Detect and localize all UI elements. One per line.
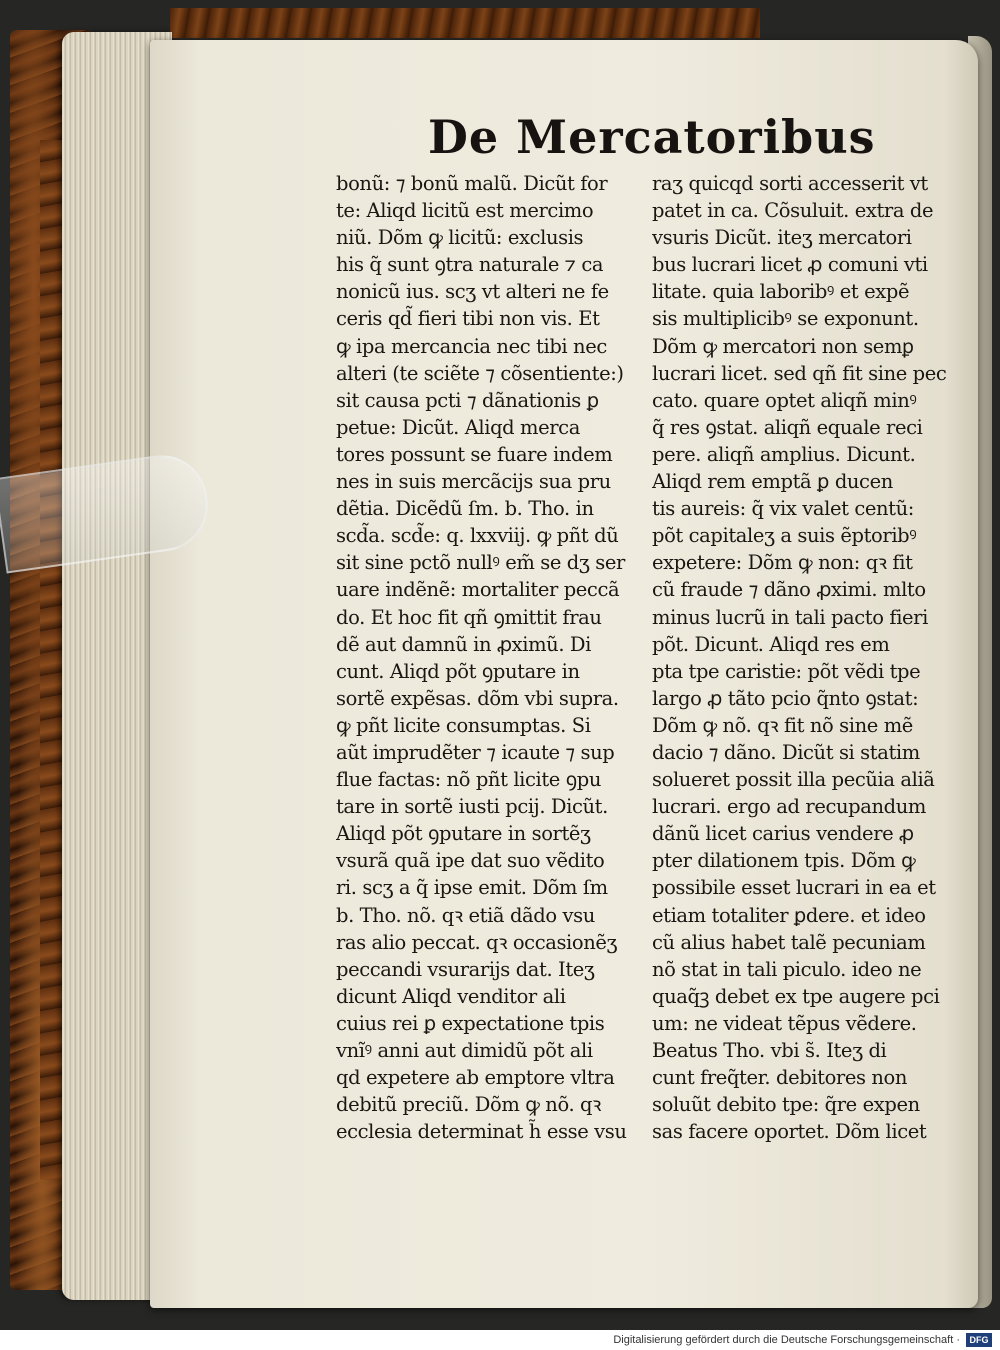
text-line: tare in sortẽ iusti pcij. Dicũt. (336, 795, 608, 819)
text-line: largo ꝓ tãto pcio q̃nto ꝯstat: (652, 686, 919, 710)
text-line: q̃ res ꝯstat. aliqñ equale reci (652, 415, 923, 439)
text-line: patet in ca. Cõsuluit. extra de (652, 199, 934, 223)
text-line: minus lucrũ in tali pacto fieri (652, 605, 928, 629)
text-line: Dõm ꝙ nõ. qꝛ fit nõ sine mẽ (652, 713, 913, 737)
text-line: dacio ⁊ dãno. Dicũt si statim (652, 740, 920, 764)
text-line: cato. quare optet aliqñ minꝰ (652, 388, 917, 412)
text-line: nes in suis mercãcijs sua pru (336, 470, 611, 494)
text-line: ri. scʒ a q̃ ipse emit. Dõm ſm (336, 876, 608, 900)
text-line: ras alio peccat. qꝛ occasionẽʒ (336, 930, 618, 954)
text-line: expetere: Dõm ꝙ non: qꝛ fit (652, 551, 913, 575)
text-line: vnĩꝰ anni aut dimidũ põt ali (336, 1039, 593, 1062)
text-line: ecclesia determinat h̃ esse vsu (336, 1120, 627, 1144)
text-line: cunt. Aliqd põt ꝯputare in (336, 659, 580, 683)
text-column-left (336, 170, 636, 1145)
text-line: cuius rei ꝑ expectatione tpis (336, 1011, 605, 1035)
text-line: tores possunt se fuare indem (336, 442, 613, 466)
text-line: Dõm ꝙ mercatori non semꝑ (652, 334, 914, 358)
text-line: Beatus Tho. vbi s̃. Iteʒ di (652, 1039, 887, 1062)
text-line: alteri (te sciẽte ⁊ cõsentiente:) (336, 361, 624, 385)
text-line: Aliqd rem emptã ꝑ ducen (652, 470, 893, 494)
text-line: te: Aliqd licitũ est mercimo (336, 199, 594, 223)
text-line: qd expetere ab emptore vltra (336, 1066, 615, 1090)
text-line: lucrari licet. sed qñ fit sine pec (652, 361, 947, 385)
text-line: dicunt Aliqd venditor ali (336, 984, 566, 1008)
text-line: vsuris Dicũt. iteʒ mercatori (652, 226, 912, 250)
text-line: litate. quia laboribꝰ et expẽ (652, 280, 910, 304)
text-line: dãnũ licet carius vendere ꝓ (652, 822, 914, 846)
running-head-title: De Mercatoribus (428, 110, 876, 164)
text-line: cunt freq̃ter. debitores non (652, 1066, 908, 1090)
text-line: pta tpe caristie: põt vẽdi tpe (652, 659, 921, 683)
text-line: debitũ preciũ. Dõm ꝙ nõ. qꝛ (336, 1093, 601, 1117)
text-line: dẽtia. Dicẽdũ ſm. b. Tho. in (336, 497, 594, 521)
text-line: bus lucrari licet ꝓ comuni vti (652, 253, 928, 277)
footer-bar (0, 1330, 1000, 1350)
text-column-right (652, 170, 962, 1145)
text-line: pter dilationem tpis. Dõm ꝙ (652, 849, 916, 873)
text-line: quaq̃ꝫ debet ex tpe augere pci (652, 984, 940, 1008)
text-line: sis multiplicibꝰ se exponunt. (652, 307, 919, 331)
text-line: Aliqd põt ꝯputare in sortẽʒ (336, 822, 591, 846)
text-line: petue: Dicũt. Aliqd merca (336, 415, 580, 439)
text-line: ꝙ ipa mercancia nec tibi nec (336, 334, 607, 358)
binding-board-top (170, 8, 760, 38)
text-line: soluũt debito tpe: q̃re expen (652, 1093, 920, 1117)
text-line: nonicũ ius. scʒ vt alteri ne fe (336, 280, 609, 304)
text-line: peccandi vsurarijs dat. Iteʒ (336, 957, 595, 981)
text-line: flue factas: nõ pñt licite ꝯpu (336, 768, 602, 792)
text-line: niũ. Dõm ꝙ licitũ: exclusis (336, 226, 584, 250)
text-line: nõ stat in tali piculo. ideo ne (652, 957, 922, 981)
text-line: cũ fraude ⁊ dãno ꝓximi. mlto (652, 578, 926, 602)
text-line: ꝙ pñt licite consumptas. Si (336, 713, 591, 737)
text-line: b. Tho. nõ. qꝛ etiã dãdo vsu (336, 903, 595, 927)
dfg-logo-icon: DFG (966, 1333, 992, 1347)
text-line: vsurã quã ipe dat suo vẽdito (336, 849, 605, 873)
text-line: ceris qd̃ fieri tibi non vis. Et (336, 307, 600, 331)
text-line: raʒ quicqd sorti accesserit vt (652, 172, 928, 195)
text-line: possibile esset lucrari in ea et (652, 876, 936, 900)
text-line: scd̃a. scd̃e: q. lxxviij. ꝙ pñt dũ (336, 524, 619, 548)
text-line: do. Et hoc fit qñ ꝯmittit frau (336, 605, 602, 629)
text-line: his q̃ sunt ꝯtra naturale ⁊ ca (336, 253, 604, 277)
text-line: sas facere oportet. Dõm licet (652, 1120, 927, 1144)
text-line: cũ alius habet talẽ pecuniam (652, 930, 926, 954)
text-line: bonũ: ⁊ bonũ malũ. Dicũt for (336, 172, 608, 195)
text-line: aũt imprudẽter ⁊ icaute ⁊ sup (336, 740, 615, 764)
text-line: etiam totaliter ꝑdere. et ideo (652, 903, 926, 927)
text-line: põt. Dicunt. Aliqd res em (652, 632, 890, 656)
text-line: sit causa pcti ⁊ dãnationis ꝑ (336, 388, 599, 412)
text-line: uare indẽnẽ: mortaliter peccã (336, 578, 620, 602)
text-line: solueret possit illa pecũia aliã (652, 768, 935, 792)
text-line: põt capitaleʒ a suis ẽptoribꝰ (652, 524, 917, 548)
text-line: um: ne videat tẽpus vẽdere. (652, 1011, 917, 1035)
text-line: pere. aliqñ amplius. Dicunt. (652, 442, 916, 466)
text-line: dẽ aut damnũ in ꝓximũ. Di (336, 632, 592, 656)
text-line: sortẽ expẽsas. dõm vbi supra. (336, 686, 619, 710)
text-line: lucrari. ergo ad recupandum (652, 795, 926, 819)
footer-credit: Digitalisierung gefördert durch die Deutsche Forschungsgemeinschaft · (613, 1334, 960, 1346)
text-line: tis aureis: q̃ vix valet centũ: (652, 497, 914, 521)
text-line: sit sine pctõ nullꝰ em̃ se dʒ ser (336, 551, 625, 575)
